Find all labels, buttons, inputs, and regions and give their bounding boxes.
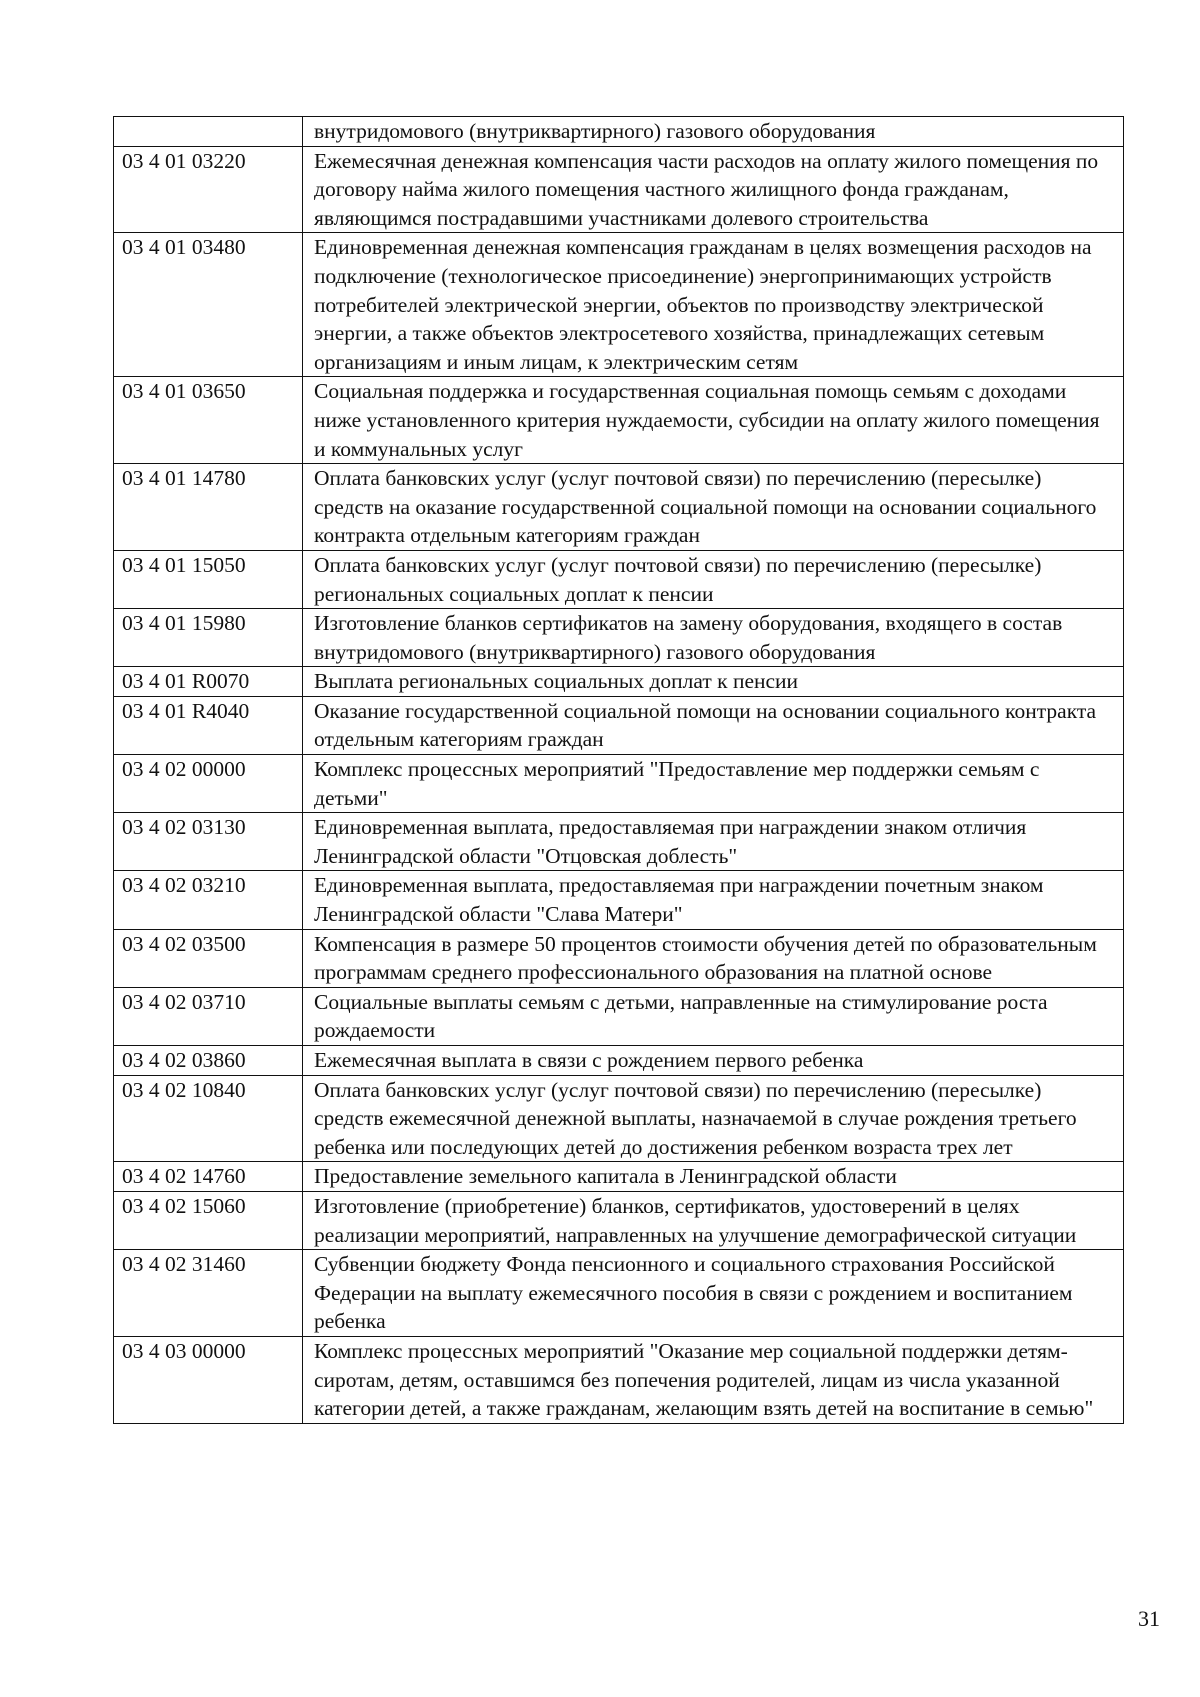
description-cell: Оплата банковских услуг (услуг почтовой связи) по перечислению (пересылке) средств ежемесячной денежной выплаты, назначаемой в случае рождения третьего ребенка или последующих детей до достижения ребенком возраста трех лет	[303, 1075, 1124, 1162]
code-cell: 03 4 02 15060	[114, 1191, 303, 1249]
table-row	[114, 117, 1124, 147]
code-cell: 03 4 01 03650	[114, 377, 303, 464]
code-cell: 03 4 01 15980	[114, 609, 303, 667]
description-cell: Социальные выплаты семьям с детьми, направленные на стимулирование роста рождаемости	[303, 987, 1124, 1045]
table-row	[114, 1046, 1124, 1076]
code-cell: 03 4 01 03220	[114, 146, 303, 233]
description-cell: Субвенции бюджету Фонда пенсионного и социального страхования Российской Федерации на выплату ежемесячного пособия в связи с рождением и воспитанием ребенка	[303, 1250, 1124, 1337]
description-cell: Комплекс процессных мероприятий "Предоставление мер поддержки семьям с детьми"	[303, 755, 1124, 813]
table-row	[114, 550, 1124, 608]
table-row	[114, 987, 1124, 1045]
table-row	[114, 609, 1124, 667]
table-row	[114, 813, 1124, 871]
table-row	[114, 377, 1124, 464]
description-cell: Оказание государственной социальной помощи на основании социального контракта отдельным категориям граждан	[303, 696, 1124, 754]
description-cell: Единовременная выплата, предоставляемая при награждении почетным знаком Ленинградской области "Слава Матери"	[303, 871, 1124, 929]
table-row	[114, 1075, 1124, 1162]
code-cell: 03 4 01 R0070	[114, 667, 303, 697]
table-row	[114, 1162, 1124, 1192]
description-cell: Ежемесячная выплата в связи с рождением первого ребенка	[303, 1046, 1124, 1076]
page-number: 31	[1138, 1606, 1160, 1631]
description-cell: Изготовление (приобретение) бланков, сертификатов, удостоверений в целях реализации мероприятий, направленных на улучшение демографической ситуации	[303, 1191, 1124, 1249]
code-cell: 03 4 02 10840	[114, 1075, 303, 1162]
table-row	[114, 667, 1124, 697]
description-cell: Единовременная выплата, предоставляемая при награждении знаком отличия Ленинградской области "Отцовская доблесть"	[303, 813, 1124, 871]
description-cell: Изготовление бланков сертификатов на замену оборудования, входящего в состав внутридомового (внутриквартирного) газового оборудования	[303, 609, 1124, 667]
budget-code-table-body	[114, 117, 1124, 1424]
budget-code-table	[113, 116, 1124, 1424]
description-cell: Единовременная денежная компенсация гражданам в целях возмещения расходов на подключение (технологическое присоединение) энергопринимающих устройств потребителей электрической энергии, объектов по производству электрической энергии, а также объектов электросетевого хозяйства, принадлежащих сетевым организациям и иным лицам, к электрическим сетям	[303, 233, 1124, 377]
code-cell: 03 4 02 31460	[114, 1250, 303, 1337]
table-row	[114, 1191, 1124, 1249]
code-cell: 03 4 02 03210	[114, 871, 303, 929]
code-cell: 03 4 02 03710	[114, 987, 303, 1045]
code-cell: 03 4 02 03860	[114, 1046, 303, 1076]
description-cell: Оплата банковских услуг (услуг почтовой связи) по перечислению (пересылке) региональных социальных доплат к пенсии	[303, 550, 1124, 608]
table-row	[114, 233, 1124, 377]
code-cell: 03 4 02 03130	[114, 813, 303, 871]
table-row	[114, 871, 1124, 929]
code-cell: 03 4 02 03500	[114, 929, 303, 987]
description-cell: Выплата региональных социальных доплат к пенсии	[303, 667, 1124, 697]
code-cell: 03 4 03 00000	[114, 1336, 303, 1423]
table-row	[114, 755, 1124, 813]
code-cell: 03 4 01 03480	[114, 233, 303, 377]
table-row	[114, 929, 1124, 987]
description-cell: Социальная поддержка и государственная социальная помощь семьям с доходами ниже установленного критерия нуждаемости, субсидии на оплату жилого помещения и коммунальных услуг	[303, 377, 1124, 464]
table-row	[114, 146, 1124, 233]
description-cell: Комплекс процессных мероприятий "Оказание мер социальной поддержки детям-сиротам, детям, оставшимся без попечения родителей, лицам из числа указанной категории детей, а также гражданам, желающим взять детей на воспитание в семью"	[303, 1336, 1124, 1423]
table-row	[114, 464, 1124, 551]
description-cell: Предоставление земельного капитала в Ленинградской области	[303, 1162, 1124, 1192]
code-cell: 03 4 02 00000	[114, 755, 303, 813]
code-cell: 03 4 01 R4040	[114, 696, 303, 754]
description-cell: Компенсация в размере 50 процентов стоимости обучения детей по образовательным программам среднего профессионального образования на платной основе	[303, 929, 1124, 987]
code-cell: 03 4 01 15050	[114, 550, 303, 608]
description-cell: внутридомового (внутриквартирного) газового оборудования	[303, 117, 1124, 147]
code-cell	[114, 117, 303, 147]
table-row	[114, 696, 1124, 754]
table-row	[114, 1250, 1124, 1337]
code-cell: 03 4 01 14780	[114, 464, 303, 551]
table-row	[114, 1336, 1124, 1423]
description-cell: Оплата банковских услуг (услуг почтовой связи) по перечислению (пересылке) средств на оказание государственной социальной помощи на основании социального контракта отдельным категориям граждан	[303, 464, 1124, 551]
description-cell: Ежемесячная денежная компенсация части расходов на оплату жилого помещения по договору найма жилого помещения частного жилищного фонда гражданам, являющимся пострадавшими участниками долевого строительства	[303, 146, 1124, 233]
code-cell: 03 4 02 14760	[114, 1162, 303, 1192]
